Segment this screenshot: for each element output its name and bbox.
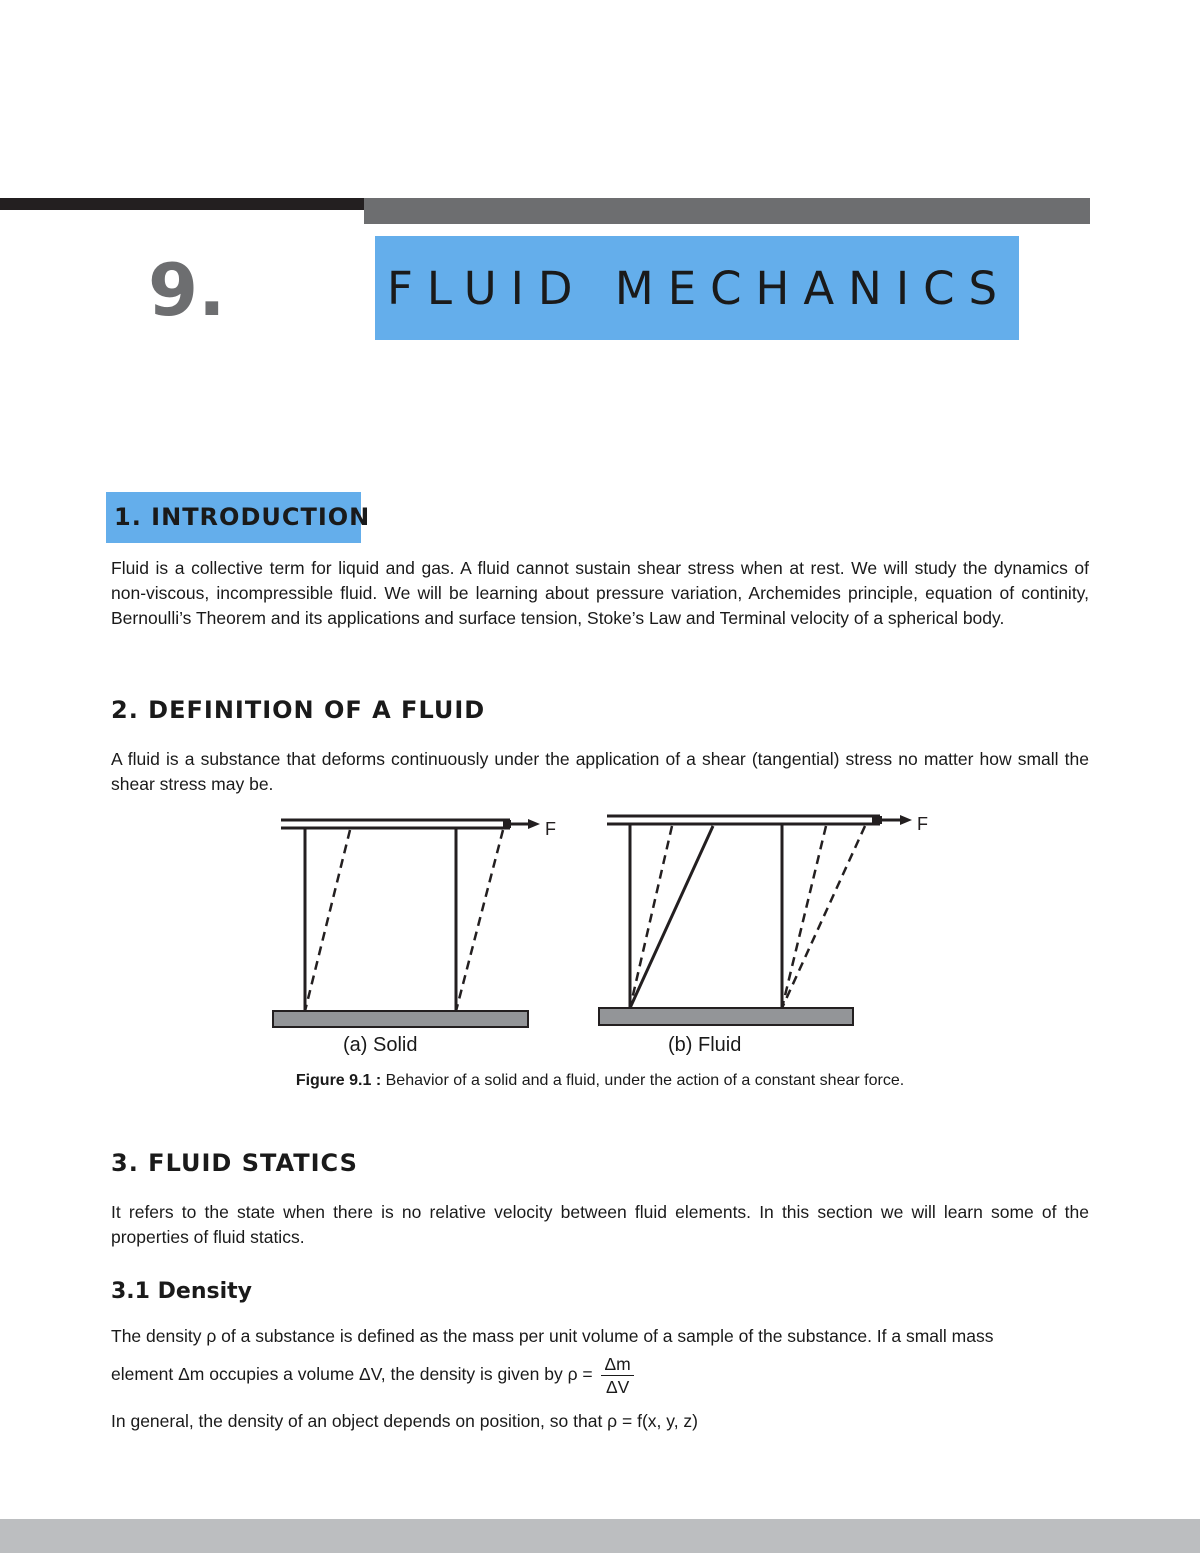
header-bar-grey [364, 198, 1090, 224]
solid-force-block [503, 820, 511, 828]
solid-force-arrow-head [528, 819, 540, 829]
definition-paragraph: A fluid is a substance that deforms continuously under the application of a shear (tangential) stress no matter how small the shear stress may be. [111, 749, 1089, 794]
solid-force-label: F [545, 819, 556, 839]
figure-caption-text: Behavior of a solid and a fluid, under the action of a constant shear force. [381, 1072, 905, 1089]
figure-caption [111, 1072, 1089, 1090]
statics-paragraph: It refers to the state when there is no relative velocity between fluid elements. In this section we will learn some of the properties of fluid statics. [111, 1202, 1089, 1247]
fluid-diagram [599, 814, 928, 1025]
header-bar-dark [0, 198, 364, 210]
solid-left-deformed [305, 830, 350, 1011]
figure-caption-label: Figure 9.1 : [295, 1072, 382, 1089]
intro-paragraph: Fluid is a collective term for liquid and gas. A fluid cannot sustain shear stress when at rest. We will study the dynamics of non-viscous, incompressible fluid. We will be learning about pressure variation, Archemides principle, equation of continity, Bernoulli’s Theorem and its applications and surface tension, Stoke’s Law and Terminal velocity of a spherical body. [111, 558, 1089, 628]
fluid-left-solid-deformed [630, 826, 713, 1008]
intro-heading: 1. INTRODUCTION [114, 503, 371, 531]
fluid-force-block [872, 816, 882, 824]
fraction-denominator: ΔV [605, 1377, 630, 1397]
density-line-2: element Δm occupies a volume ΔV, the density is given by ρ = [111, 1364, 598, 1385]
chapter-number: 9. [148, 248, 226, 332]
figure-label-solid: (a) Solid [343, 1034, 418, 1056]
chapter-title: FLUID MECHANICS [387, 261, 1012, 315]
definition-heading: 2. DEFINITION OF A FLUID [111, 696, 486, 724]
fluid-force-arrow-head [900, 815, 912, 825]
fraction-numerator: Δm [601, 1353, 633, 1376]
fluid-right-dashed [782, 826, 826, 1008]
density-heading: 3.1 Density [111, 1279, 252, 1304]
statics-heading: 3. FLUID STATICS [111, 1149, 358, 1177]
fluid-force-label: F [917, 814, 928, 834]
density-fraction [601, 1353, 633, 1398]
density-line-1: The density ρ of a substance is defined as the mass per unit volume of a sample of the substance. If a small mass [111, 1326, 994, 1346]
solid-diagram [273, 819, 556, 1027]
fluid-right-dashed-2 [782, 826, 865, 1008]
shear-figure [0, 800, 1200, 1040]
chapter-title-box [375, 236, 1019, 340]
solid-right-deformed [456, 830, 503, 1011]
figure-label-fluid: (b) Fluid [668, 1034, 742, 1056]
fluid-left-dashed [630, 826, 672, 1008]
footer-bar [0, 1519, 1200, 1553]
fluid-base-plate [599, 1008, 853, 1025]
solid-base-plate [273, 1011, 528, 1027]
density-line-3: In general, the density of an object depends on position, so that ρ = f(x, y, z) [111, 1411, 698, 1431]
density-formula-line [111, 1353, 634, 1398]
